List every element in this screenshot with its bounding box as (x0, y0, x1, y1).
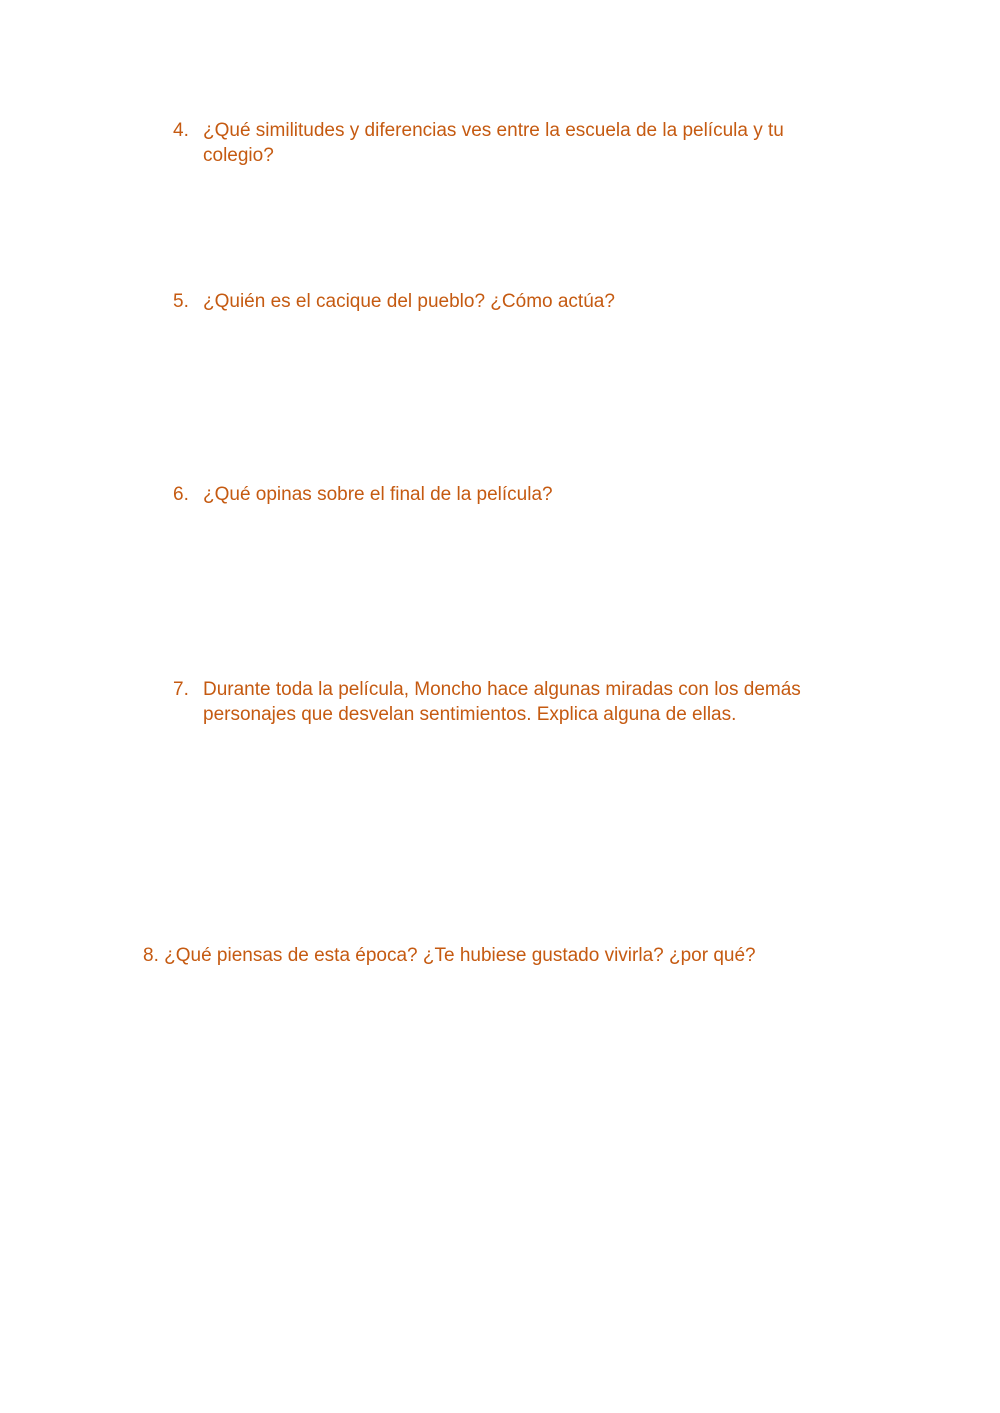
question-6 (173, 482, 833, 507)
question-number: 7. (173, 679, 189, 700)
question-number: 6. (173, 484, 189, 505)
question-5 (173, 289, 833, 314)
question-4 (173, 118, 833, 168)
question-7 (173, 677, 853, 727)
question-text: ¿Qué opinas sobre el final de la película? (203, 484, 553, 505)
question-text: Durante toda la película, Moncho hace algunas miradas con los demás personajes que desvelan sentimientos. Explica alguna de ellas. (203, 679, 801, 725)
question-number: 4. (173, 120, 189, 141)
question-number: 5. (173, 291, 189, 312)
question-text: ¿Quién es el cacique del pueblo? ¿Cómo actúa? (203, 291, 615, 312)
question-8: 8. ¿Qué piensas de esta época? ¿Te hubiese gustado vivirla? ¿por qué? (143, 945, 756, 966)
question-text: ¿Qué similitudes y diferencias ves entre la escuela de la película y tu colegio? (203, 120, 784, 166)
